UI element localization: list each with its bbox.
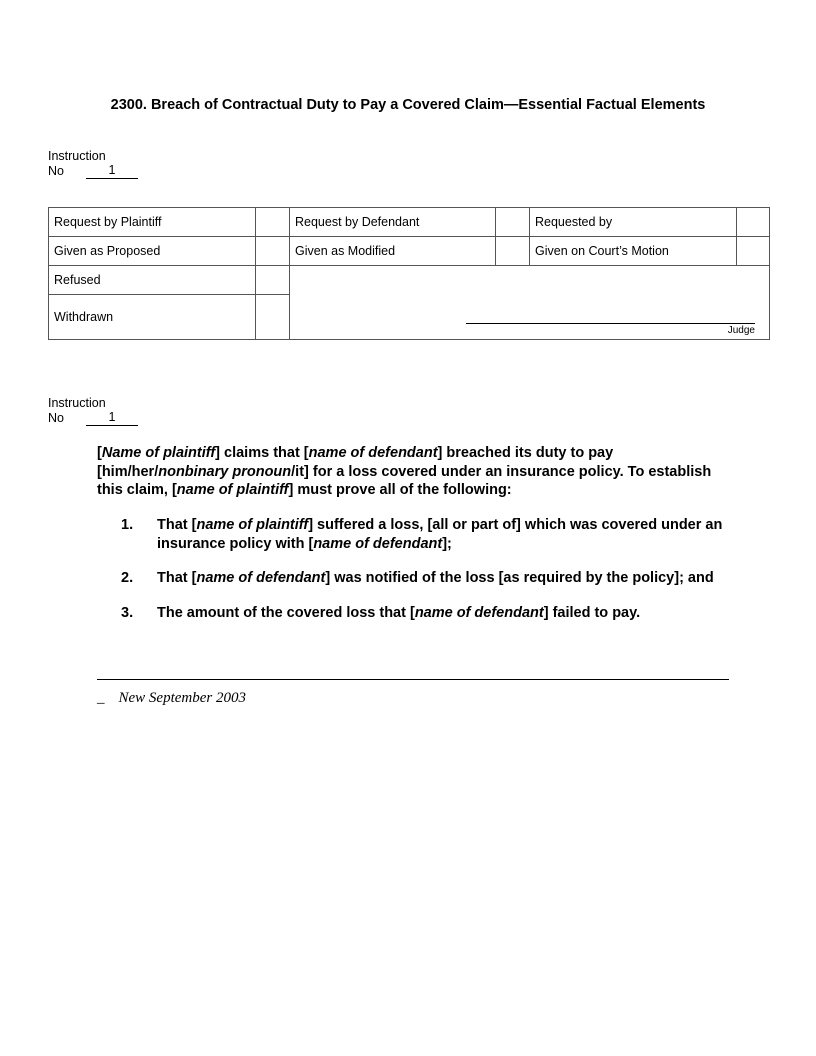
given-as-proposed-checkbox[interactable]	[256, 237, 290, 266]
list-item-number: 3.	[121, 604, 134, 621]
placeholder-pronoun: nonbinary pronoun	[158, 463, 292, 480]
body-text: /it] for a loss covered under an insurance policy. To establish this claim, [	[97, 463, 712, 498]
given-as-modified-checkbox[interactable]	[496, 237, 530, 266]
placeholder-plaintiff: name of plaintiff	[176, 482, 289, 498]
given-as-proposed-label: Given as Proposed	[49, 237, 256, 266]
withdrawn-checkbox[interactable]	[256, 295, 290, 340]
instruction-no-label: No	[48, 411, 64, 425]
request-by-plaintiff-checkbox[interactable]	[256, 208, 290, 237]
instruction-no-label: No	[48, 164, 64, 178]
list-item-text: That [name of plaintiff] suffered a loss, [all or part of] which was covered under an insurance policy with [name of defendant];	[157, 517, 723, 552]
request-by-plaintiff-label: Request by Plaintiff	[49, 208, 256, 237]
body-text: ] breached its duty to pay [him/her/	[97, 445, 614, 480]
list-item-text: That [name of defendant] was notified of the loss [as required by the policy]; and	[157, 570, 714, 586]
given-on-courts-motion-checkbox[interactable]	[737, 237, 770, 266]
history-text: New September 2003	[118, 690, 246, 706]
list-item-text: The amount of the covered loss that [name of defendant] failed to pay.	[157, 604, 641, 621]
given-as-modified-label: Given as Modified	[290, 237, 496, 266]
list-item	[97, 569, 737, 588]
request-table	[48, 207, 770, 340]
instruction-number-block	[48, 149, 138, 179]
section-divider	[97, 679, 729, 680]
instruction-number: 1	[86, 164, 138, 179]
judge-signature-line[interactable]	[466, 323, 755, 324]
history-note	[97, 690, 246, 707]
refused-checkbox[interactable]	[256, 266, 290, 295]
instruction-label: Instruction	[48, 396, 106, 410]
judge-label: Judge	[727, 325, 755, 336]
list-item	[97, 516, 737, 553]
refused-label: Refused	[49, 266, 256, 295]
request-by-defendant-label: Request by Defendant	[290, 208, 496, 237]
placeholder-defendant: name of defendant	[308, 445, 438, 461]
body-text: ] must prove all of the following:	[288, 482, 512, 498]
body-text: ] claims that [	[215, 445, 309, 461]
withdrawn-label: Withdrawn	[49, 295, 256, 340]
instruction-number: 1	[86, 411, 138, 426]
judge-signature-area	[290, 266, 770, 340]
page-title: 2300. Breach of Contractual Duty to Pay a Covered Claim—Essential Factual Elements	[110, 97, 706, 113]
request-by-defendant-checkbox[interactable]	[496, 208, 530, 237]
elements-list	[97, 516, 737, 638]
list-item	[97, 604, 737, 623]
given-on-courts-motion-label: Given on Court’s Motion	[530, 237, 737, 266]
placeholder-plaintiff: Name of plaintiff	[101, 445, 216, 461]
requested-by-label: Requested by	[530, 208, 737, 237]
list-item-number: 2.	[121, 570, 134, 586]
instruction-label: Instruction	[48, 149, 106, 163]
instruction-number-block-2	[48, 396, 138, 426]
requested-by-checkbox[interactable]	[737, 208, 770, 237]
list-item-number: 1.	[121, 517, 134, 533]
history-dash: _	[97, 690, 105, 706]
instruction-body	[97, 444, 737, 500]
body-text: [	[97, 445, 102, 461]
